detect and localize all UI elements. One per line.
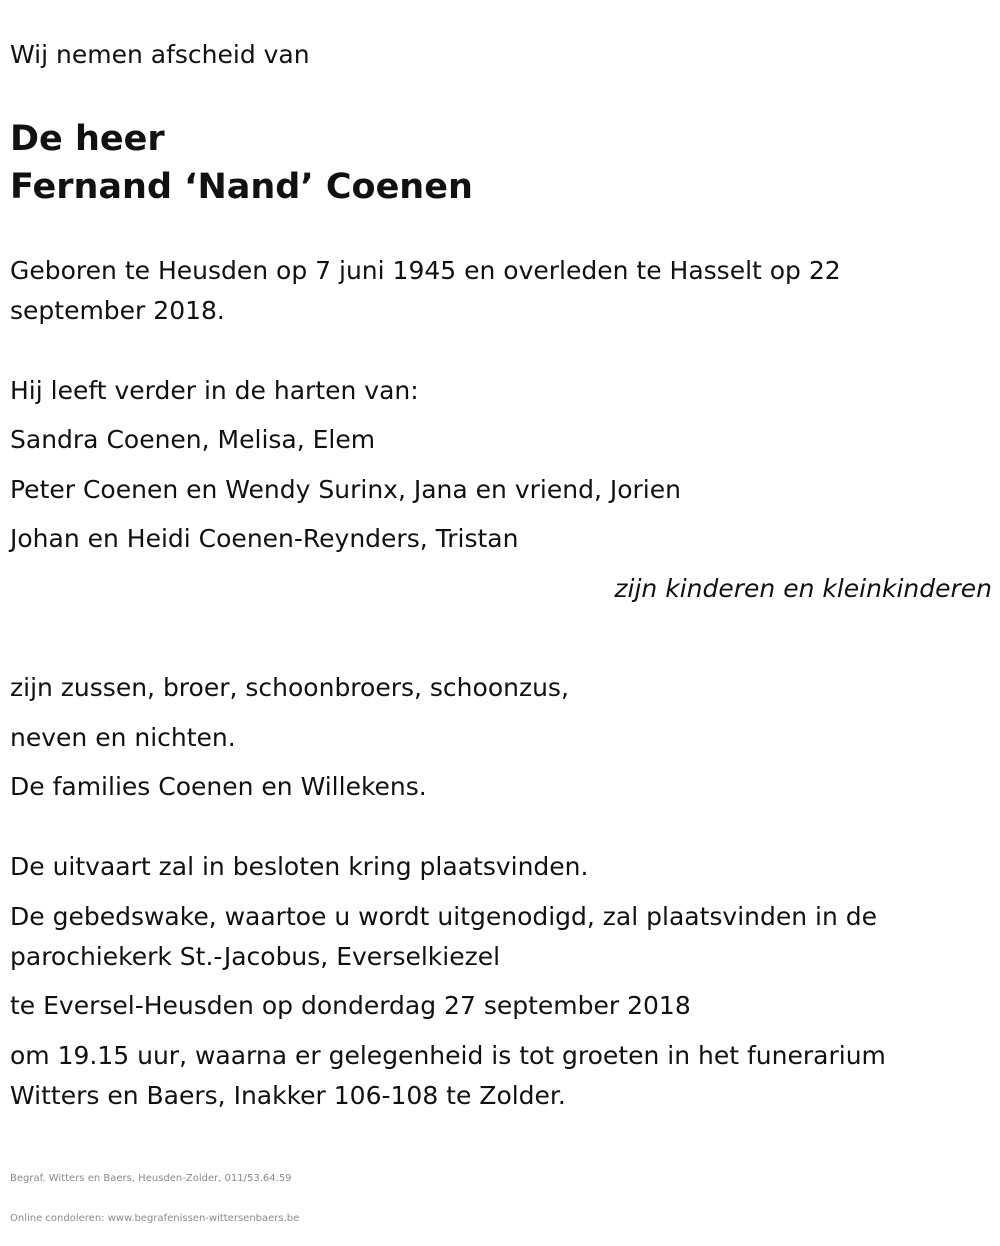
relatives-line: zijn zussen, broer, schoonbroers, schoonzus, [10,673,569,702]
funeral-line: De gebedswake, waartoe u wordt uitgenodigd, zal plaatsvinden in de parochiekerk St.-Jacobus, Everselkiezel [10,902,878,971]
born-died-text: Geboren te Heusden op 7 juni 1945 en overleden te Hasselt op 22 september 2018. [10,256,841,325]
obituary-page [10,0,992,1246]
funeral-line: De uitvaart zal in besloten kring plaatsvinden. [10,852,589,881]
funeral-line: om 19.15 uur, waarna er gelegenheid is tot groeten in het funerarium Witters en Baers, Inakker 106-108 te Zolder. [10,1041,886,1110]
funeral-line: te Eversel-Heusden op donderdag 27 september 2018 [10,991,691,1020]
title-honorific: De heer [10,119,165,159]
child-line: Johan en Heidi Coenen-Reynders, Tristan [10,524,519,553]
child-line: Peter Coenen en Wendy Surinx, Jana en vriend, Jorien [10,475,681,504]
relatives-line: De families Coenen en Willekens. [10,772,427,801]
relatives-line: neven en nichten. [10,723,236,752]
online-condolence-footer: Online condoleren: www.begrafenissen-wittersenbaers.be [10,1213,300,1224]
children-caption: zijn kinderen en kleinkinderen [614,574,992,603]
deceased-name-heading [10,115,473,211]
title-full-name: Fernand ‘Nand’ Coenen [10,167,473,207]
survived-intro-text: Hij leeft verder in de harten van: [10,376,419,405]
child-line: Sandra Coenen, Melisa, Elem [10,425,376,454]
intro-text: Wij nemen afscheid van [10,40,310,69]
undertaker-footer: Begraf. Witters en Baers, Heusden-Zolder, 011/53.64.59 [10,1173,292,1184]
